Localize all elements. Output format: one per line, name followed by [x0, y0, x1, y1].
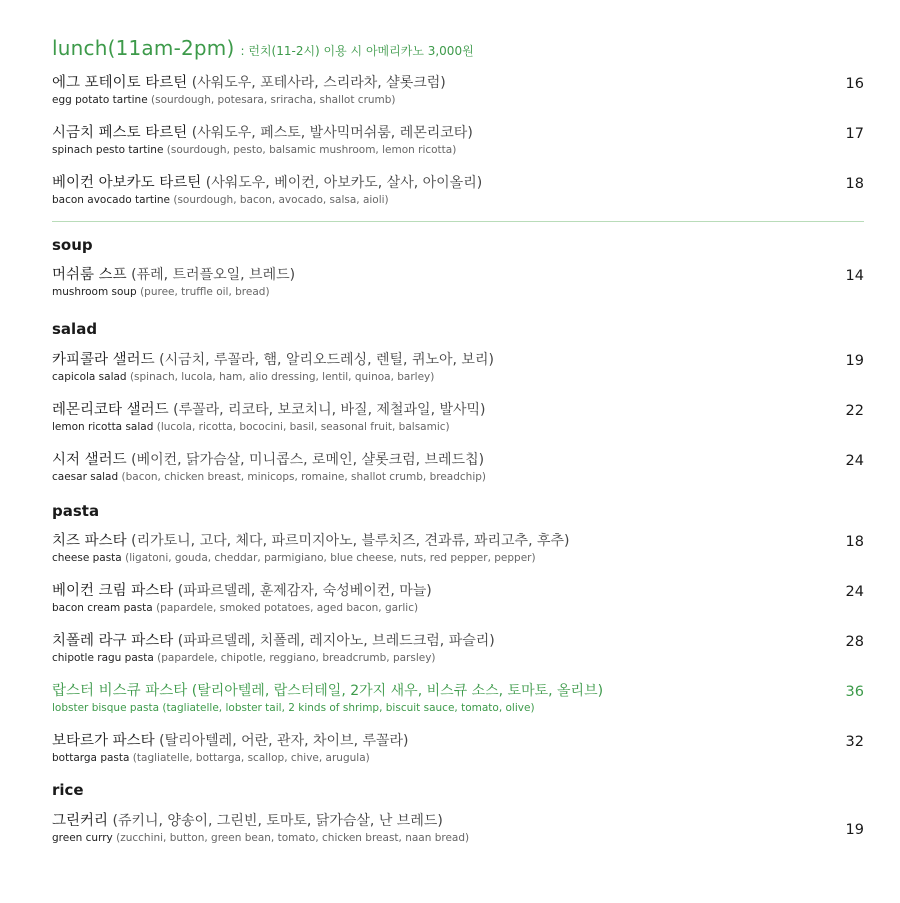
item-price: 14 [845, 268, 864, 284]
item-ingredients-en: (sourdough, pesto, balsamic mushroom, lemon ricotta) [166, 144, 457, 156]
item-name-en: caesar salad [52, 471, 119, 483]
menu-item [52, 451, 864, 487]
item-price: 18 [845, 176, 864, 192]
menu-item [52, 174, 864, 210]
lunch-note: : 런치(11-2시) 이용 시 아메리카노 3,000원 [240, 44, 474, 58]
item-name-ko: 치폴레 라구 파스타 [52, 633, 174, 649]
item-name-en: lobster bisque pasta [52, 702, 159, 714]
section-title-rice: rice [52, 781, 84, 799]
item-name-ko: 에그 포테이토 타르틴 [52, 75, 188, 91]
item-ingredients-ko: (루꼴라, 리코타, 보코치니, 바질, 제철과일, 발사믹) [173, 402, 486, 418]
lunch-title: lunch(11am-2pm) [52, 36, 235, 60]
menu-item [52, 74, 864, 110]
item-price: 19 [845, 353, 864, 369]
item-price: 18 [845, 534, 864, 550]
item-ingredients-ko: (파파르델레, 치폴레, 레지아노, 브레드크럼, 파슬리) [177, 633, 495, 649]
item-name-ko: 랍스터 비스큐 파스타 [52, 683, 188, 699]
menu-item [52, 351, 864, 387]
item-name-en: green curry [52, 832, 113, 844]
item-ingredients-ko: (탈리아텔레, 랍스터테일, 2가지 새우, 비스큐 소스, 토마토, 올리브) [191, 683, 604, 699]
item-ingredients-en: (papardele, chipotle, reggiano, breadcrumb, parsley) [157, 652, 436, 664]
item-price: 22 [845, 403, 864, 419]
item-ingredients-ko: (리가토니, 고다, 체다, 파르미지아노, 블루치즈, 견과류, 꽈리고추, 후추) [131, 533, 570, 549]
section-title-pasta: pasta [52, 502, 100, 520]
item-ingredients-en: (bacon, chicken breast, minicops, romaine, shallot crumb, breadchip) [121, 471, 487, 483]
item-price: 36 [845, 684, 864, 700]
item-ingredients-en: (spinach, lucola, ham, alio dressing, lentil, quinoa, barley) [129, 371, 435, 383]
item-ingredients-en: (zucchini, button, green bean, tomato, chicken breast, naan bread) [116, 832, 470, 844]
item-ingredients-en: (lucola, ricotta, bococini, basil, seasonal fruit, balsamic) [156, 421, 450, 433]
item-ingredients-en: (sourdough, bacon, avocado, salsa, aioli) [173, 194, 389, 206]
item-name-en: bacon cream pasta [52, 602, 153, 614]
item-name-en: capicola salad [52, 371, 127, 383]
item-ingredients-ko: (사워도우, 포테사라, 스리라차, 샬롯크럼) [191, 75, 446, 91]
item-name-en: bottarga pasta [52, 752, 130, 764]
item-name-en: cheese pasta [52, 552, 122, 564]
menu-item [52, 732, 864, 768]
menu-item [52, 632, 864, 668]
item-ingredients-ko: (사워도우, 베이컨, 아보카도, 살사, 아이올리) [205, 175, 483, 191]
item-name-en: bacon avocado tartine [52, 194, 171, 206]
item-name-ko: 카피콜라 샐러드 [52, 352, 155, 368]
item-name-ko: 베이컨 크림 파스타 [52, 583, 174, 599]
item-name-en: lemon ricotta salad [52, 421, 154, 433]
item-price: 24 [845, 453, 864, 469]
item-name-ko: 레몬리코타 샐러드 [52, 402, 169, 418]
item-name-en: mushroom soup [52, 286, 137, 298]
menu-item [52, 266, 864, 302]
item-name-ko: 시금치 페스토 타르틴 [52, 125, 188, 141]
menu-item [52, 401, 864, 437]
item-name-ko: 베이컨 아보카도 타르틴 [52, 175, 202, 191]
item-ingredients-ko: (시금치, 루꼴라, 햄, 알리오드레싱, 렌틸, 퀴노아, 보리) [159, 352, 494, 368]
menu-item-highlighted [52, 682, 864, 718]
item-name-ko: 시저 샐러드 [52, 452, 127, 468]
item-name-en: egg potato tartine [52, 94, 148, 106]
menu-item [52, 124, 864, 160]
item-name-en: spinach pesto tartine [52, 144, 164, 156]
item-ingredients-en: (sourdough, potesara, sriracha, shallot crumb) [151, 94, 396, 106]
section-title-soup: soup [52, 236, 93, 254]
item-ingredients-ko: (탈리아텔레, 어란, 관자, 차이브, 루꼴라) [159, 733, 409, 749]
item-price: 17 [845, 126, 864, 142]
item-ingredients-en: (puree, truffle oil, bread) [140, 286, 270, 298]
item-price: 32 [845, 734, 864, 750]
divider [52, 221, 864, 222]
item-ingredients-en: (tagliatelle, bottarga, scallop, chive, arugula) [132, 752, 370, 764]
item-ingredients-ko: (사워도우, 페스토, 발사믹머쉬룸, 레몬리코타) [191, 125, 473, 141]
item-name-ko: 그린커리 [52, 813, 109, 829]
item-name-ko: 치즈 파스타 [52, 533, 127, 549]
menu-item [52, 532, 864, 568]
item-ingredients-ko: (퓨레, 트러플오일, 브레드) [131, 267, 296, 283]
item-price: 19 [845, 822, 864, 838]
menu-item [52, 812, 864, 848]
item-name-ko: 머쉬룸 스프 [52, 267, 127, 283]
item-price: 28 [845, 634, 864, 650]
item-name-ko: 보타르가 파스타 [52, 733, 155, 749]
menu-item [52, 582, 864, 618]
item-ingredients-en: (papardele, smoked potatoes, aged bacon, garlic) [156, 602, 419, 614]
item-name-en: chipotle ragu pasta [52, 652, 154, 664]
section-title-salad: salad [52, 320, 98, 338]
item-ingredients-ko: (베이컨, 닭가슴살, 미니콥스, 로메인, 샬롯크럼, 브레드칩) [131, 452, 485, 468]
lunch-header [52, 36, 474, 60]
item-ingredients-en: (ligatoni, gouda, cheddar, parmigiano, blue cheese, nuts, red pepper, pepper) [125, 552, 536, 564]
item-ingredients-en: (tagliatelle, lobster tail, 2 kinds of shrimp, biscuit sauce, tomato, olive) [162, 702, 535, 714]
item-ingredients-ko: (파파르델레, 훈제감자, 숙성베이컨, 마늘) [177, 583, 432, 599]
item-price: 24 [845, 584, 864, 600]
item-ingredients-ko: (쥬키니, 양송이, 그린빈, 토마토, 닭가슴살, 난 브레드) [108, 813, 443, 829]
item-price: 16 [845, 76, 864, 92]
